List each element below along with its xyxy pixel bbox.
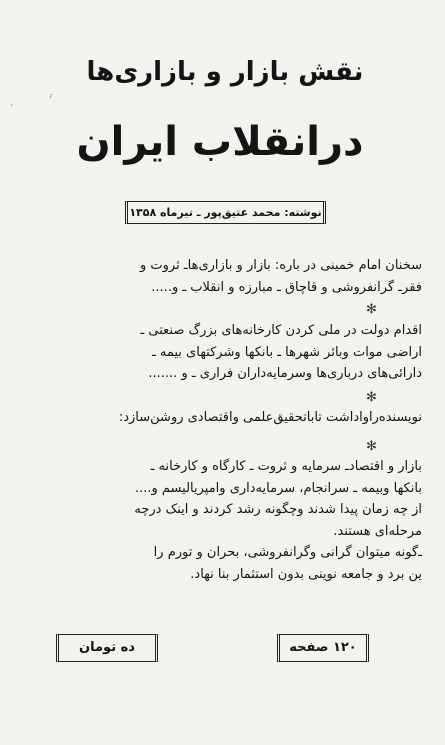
margin-mark: ˀ bbox=[49, 94, 53, 104]
page-count-box: ۱۲۰ صفحه bbox=[277, 634, 369, 662]
section-2 bbox=[14, 320, 422, 385]
text-line: بازار و اقتصادـ سرمایه و ثروت ـ کارگاه و کارخانه ـ bbox=[150, 459, 422, 474]
star-divider: ✻ bbox=[366, 390, 377, 405]
margin-dot: · bbox=[10, 101, 13, 111]
text-line: بانکها وبیمه ـ سرانجام، سرمایه‌داری وامپریالیسم و.... bbox=[134, 480, 422, 496]
text-line: اقدام دولت در ملی کردن کارخانه‌های بزرگ صنعتی ـ bbox=[140, 323, 422, 338]
section-1 bbox=[14, 255, 422, 298]
text-line: از چه زمان پیدا شدند وچگونه رشد کردند و اینک درچه bbox=[134, 502, 422, 517]
title-line-2: درانقلاب ایران bbox=[76, 119, 364, 165]
section-4 bbox=[14, 456, 422, 585]
text-line: مرحله‌ای هستند. bbox=[333, 523, 422, 539]
author-box: نوشته: محمد عتیق‌پور ـ تیرماه ۱۳۵۸ bbox=[125, 201, 326, 224]
text-line: فقرـ گرانفروشی و قاچاق ـ مبارزه و انقلاب ـ و..... bbox=[151, 279, 422, 295]
text-line: ـ‌گونه میتوان گرانی وگرانفروشی، بحران و تورم را bbox=[153, 545, 422, 560]
title-line-1: نقش بازار و بازاری‌ها bbox=[86, 57, 364, 87]
text-line: سخنان امام خمینی در باره: بازار و بازاری‌هاـ ثروت و bbox=[140, 258, 422, 273]
text-line: دارائی‌های درباری‌ها وسرمایه‌داران فراری ـ و ....... bbox=[148, 366, 422, 381]
text-line: نویسنده‌راواداشت تاباتحقیق‌علمی واقتصادی روشن‌سازد: bbox=[118, 410, 422, 425]
star-divider: ✻ bbox=[366, 439, 377, 454]
text-line: ین برد و جامعه نوینی بدون استثمار بنا نهاد. bbox=[190, 566, 422, 582]
text-line: اراضی موات وبائر شهرها ـ بانکها وشرکتهای بیمه ـ bbox=[151, 344, 422, 360]
price-box: ده تومان bbox=[56, 634, 158, 662]
star-divider: ✻ bbox=[366, 302, 377, 317]
section-3 bbox=[14, 407, 422, 429]
